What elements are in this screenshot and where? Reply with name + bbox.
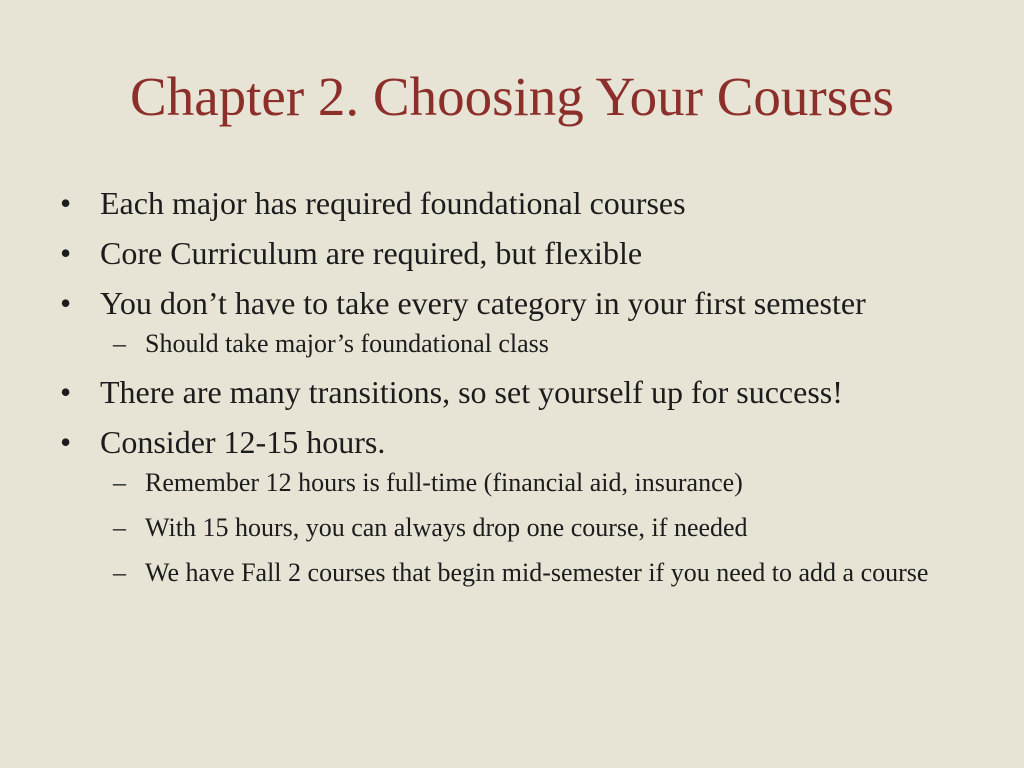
bullet-item [60, 371, 990, 413]
sub-bullet-text: With 15 hours, you can always drop one course, if needed [145, 513, 748, 542]
sub-bullet-item [100, 510, 990, 546]
sub-bullet-text: Should take major’s foundational class [145, 329, 549, 358]
dash-icon: – [113, 558, 126, 587]
bullet-text: You don’t have to take every category in your first semester [100, 285, 866, 321]
dash-icon: – [113, 329, 126, 358]
sub-bullet-text: Remember 12 hours is full-time (financial aid, insurance) [145, 468, 743, 497]
bullet-item [60, 182, 990, 224]
bullet-dot-icon: • [60, 285, 72, 321]
bullet-item [60, 282, 990, 362]
slide-title: Chapter 2. Choosing Your Courses [130, 66, 894, 127]
bullet-text: There are many transitions, so set yourself up for success! [100, 374, 843, 410]
bullet-text: Each major has required foundational courses [100, 185, 686, 221]
sub-bullet-item [100, 555, 990, 591]
sub-bullet-item [100, 326, 990, 362]
dash-icon: – [113, 513, 126, 542]
bullet-dot-icon: • [60, 424, 72, 460]
sub-bullet-list [100, 465, 990, 591]
sub-bullet-text: We have Fall 2 courses that begin mid-semester if you need to add a course [145, 558, 929, 587]
bullet-item [60, 421, 990, 591]
bullet-dot-icon: • [60, 185, 72, 221]
bullet-item [60, 232, 990, 274]
sub-bullet-item [100, 465, 990, 501]
bullet-dot-icon: • [60, 235, 72, 271]
dash-icon: – [113, 468, 126, 497]
bullet-dot-icon: • [60, 374, 72, 410]
bullet-list [60, 182, 990, 600]
bullet-text: Consider 12-15 hours. [100, 424, 386, 460]
bullet-text: Core Curriculum are required, but flexible [100, 235, 643, 271]
sub-bullet-list [100, 326, 990, 362]
